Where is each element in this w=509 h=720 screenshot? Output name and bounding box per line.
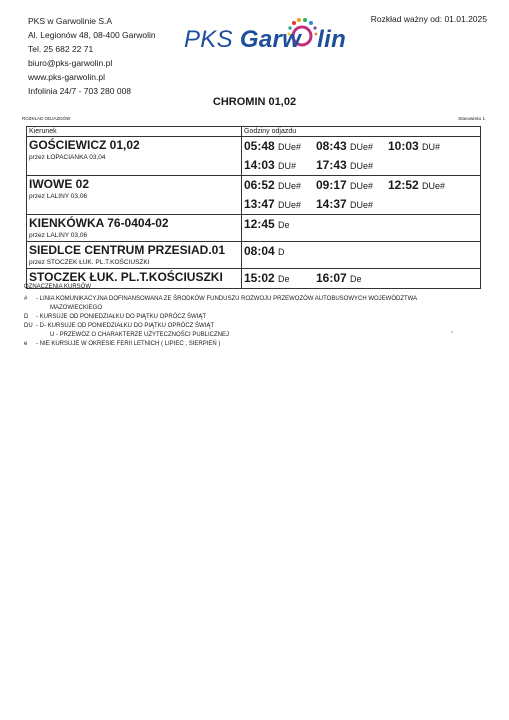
destination-name: STOCZEK ŁUK. PL.T.KOŚCIUSZKI (29, 270, 223, 284)
course-marker: D (278, 247, 285, 257)
destination-name: IWOWE 02 (29, 177, 90, 191)
departure-time: 10:03 DU# (388, 139, 441, 153)
destination-name: SIEDLCE CENTRUM PRZESIAD.01 (29, 243, 226, 257)
destination-via: przez ŁOPACIANKA 03,04 (29, 154, 106, 161)
departure-time: 08:43 DUe# (316, 139, 374, 153)
company-phone: Tel. 25 682 22 71 (28, 44, 94, 54)
table-row (27, 176, 481, 215)
stop-title: CHROMIN 01,02 (212, 96, 297, 108)
company-email: biuro@pks-garwolin.pl (28, 58, 113, 68)
legend-text: MAZOWIECKIEGO (50, 305, 103, 311)
table-row (27, 242, 481, 269)
course-marker: DUe# (350, 200, 374, 210)
legend-key: D (24, 314, 29, 320)
timetable (26, 126, 481, 289)
legend-text: - LINIA KOMUNIKACYJNA DOFINANSOWANA ZE ŚRODKÓW FUNDUSZU ROZWOJU PRZEWOZÓW AUTOBUSOWYCH WOJEWÓDZTWA (36, 296, 418, 302)
departure-times-cell (242, 215, 481, 242)
destination-cell (27, 215, 242, 242)
course-marker: DUe# (350, 161, 374, 171)
stand-label: Stanowisko 1 (458, 116, 485, 121)
course-marker: DUe# (278, 181, 302, 191)
company-hotline: Infolinia 24/7 - 703 280 008 (28, 86, 132, 96)
destination-via: przez LALINY 03,06 (29, 193, 88, 200)
legend (24, 283, 417, 349)
departure-time: 12:45 De (244, 217, 290, 231)
destination-via: przez LALINY 03,06 (29, 232, 88, 239)
table-row (27, 137, 481, 176)
legend-text: - NIE KURSUJE W OKRESIE FERII LETNICH ( LIPIEC , SIERPIEŃ ) (36, 341, 221, 347)
destination-name: KIENKÓWKA 76-0404-02 (29, 216, 169, 230)
legend-text: U - PRZEWÓZ O CHARAKTERZE UŻYTECZNOŚCI PUBLICZNEJ (50, 332, 230, 338)
destination-via: przez STOCZEK ŁUK. PL.T.KOŚCIUSZKI (29, 259, 150, 266)
destination-cell (27, 176, 242, 215)
departure-time: 15:02 De (244, 271, 290, 285)
departure-times-cell (242, 242, 481, 269)
course-marker: De (350, 274, 362, 284)
departure-time: 17:43 DUe# (316, 158, 374, 172)
timetable-label: ROZKŁAD ODJAZDÓW (22, 116, 71, 121)
times-line (244, 215, 478, 234)
departure-time: 09:17 DUe# (316, 178, 374, 192)
times-line (244, 195, 478, 214)
departure-time: 05:48 DUe# (244, 139, 302, 153)
departure-time: 12:52 DUe# (388, 178, 446, 192)
course-marker: DUe# (422, 181, 446, 191)
times-line (244, 176, 478, 195)
legend-item (24, 340, 417, 349)
legend-key: DU (24, 323, 33, 329)
stray-mark: , (451, 327, 453, 334)
company-address: Al. Legionów 48, 08-400 Garwolin (28, 30, 156, 40)
departure-time: 08:04 D (244, 244, 285, 258)
course-marker: De (278, 274, 290, 284)
course-marker: DUe# (278, 200, 302, 210)
times-line (244, 242, 478, 261)
course-marker: De (278, 220, 290, 230)
destination-name: GOŚCIEWICZ 01,02 (29, 138, 140, 152)
company-name: PKS w Garwolinie S.A (28, 16, 113, 26)
course-marker: DU# (278, 161, 297, 171)
departure-time: 16:07 De (316, 271, 362, 285)
legend-key: e (24, 341, 28, 347)
course-marker: DUe# (350, 181, 374, 191)
company-logo: PKS Garw lin (184, 26, 347, 53)
legend-item (24, 322, 417, 331)
times-line (244, 156, 478, 175)
company-info (28, 14, 156, 98)
course-marker: DUe# (350, 142, 374, 152)
table-row (27, 215, 481, 242)
legend-item (24, 313, 417, 322)
times-line (244, 137, 478, 156)
course-marker: DU# (422, 142, 441, 152)
legend-title: OZNACZENIA KURSÓW (24, 284, 92, 290)
destination-cell (27, 137, 242, 176)
departure-time: 13:47 DUe# (244, 197, 302, 211)
legend-text: - D- KURSUJE OD PONIEDZIAŁKU DO PIĄTKU OPRÓCZ ŚWIĄT (36, 323, 215, 329)
departure-time: 14:37 DUe# (316, 197, 374, 211)
legend-item (24, 304, 417, 313)
company-website: www.pks-garwolin.pl (28, 72, 105, 82)
legend-item (24, 295, 417, 304)
departure-time: 14:03 DU# (244, 158, 297, 172)
departure-times-cell (242, 176, 481, 215)
legend-text: - KURSUJE OD PONIEDZIAŁKU DO PIĄTKU OPRÓCZ ŚWIĄT (36, 314, 207, 320)
departure-times-cell (242, 137, 481, 176)
destination-cell (27, 242, 242, 269)
header-direction: Kierunek (27, 127, 242, 137)
validity-date: Rozkład ważny od: 01.01.2025 (370, 14, 487, 24)
departure-time: 06:52 DUe# (244, 178, 302, 192)
legend-key: # (24, 296, 28, 302)
header-times: Godziny odjazdu (242, 127, 481, 137)
course-marker: DUe# (278, 142, 302, 152)
legend-item (24, 331, 417, 340)
